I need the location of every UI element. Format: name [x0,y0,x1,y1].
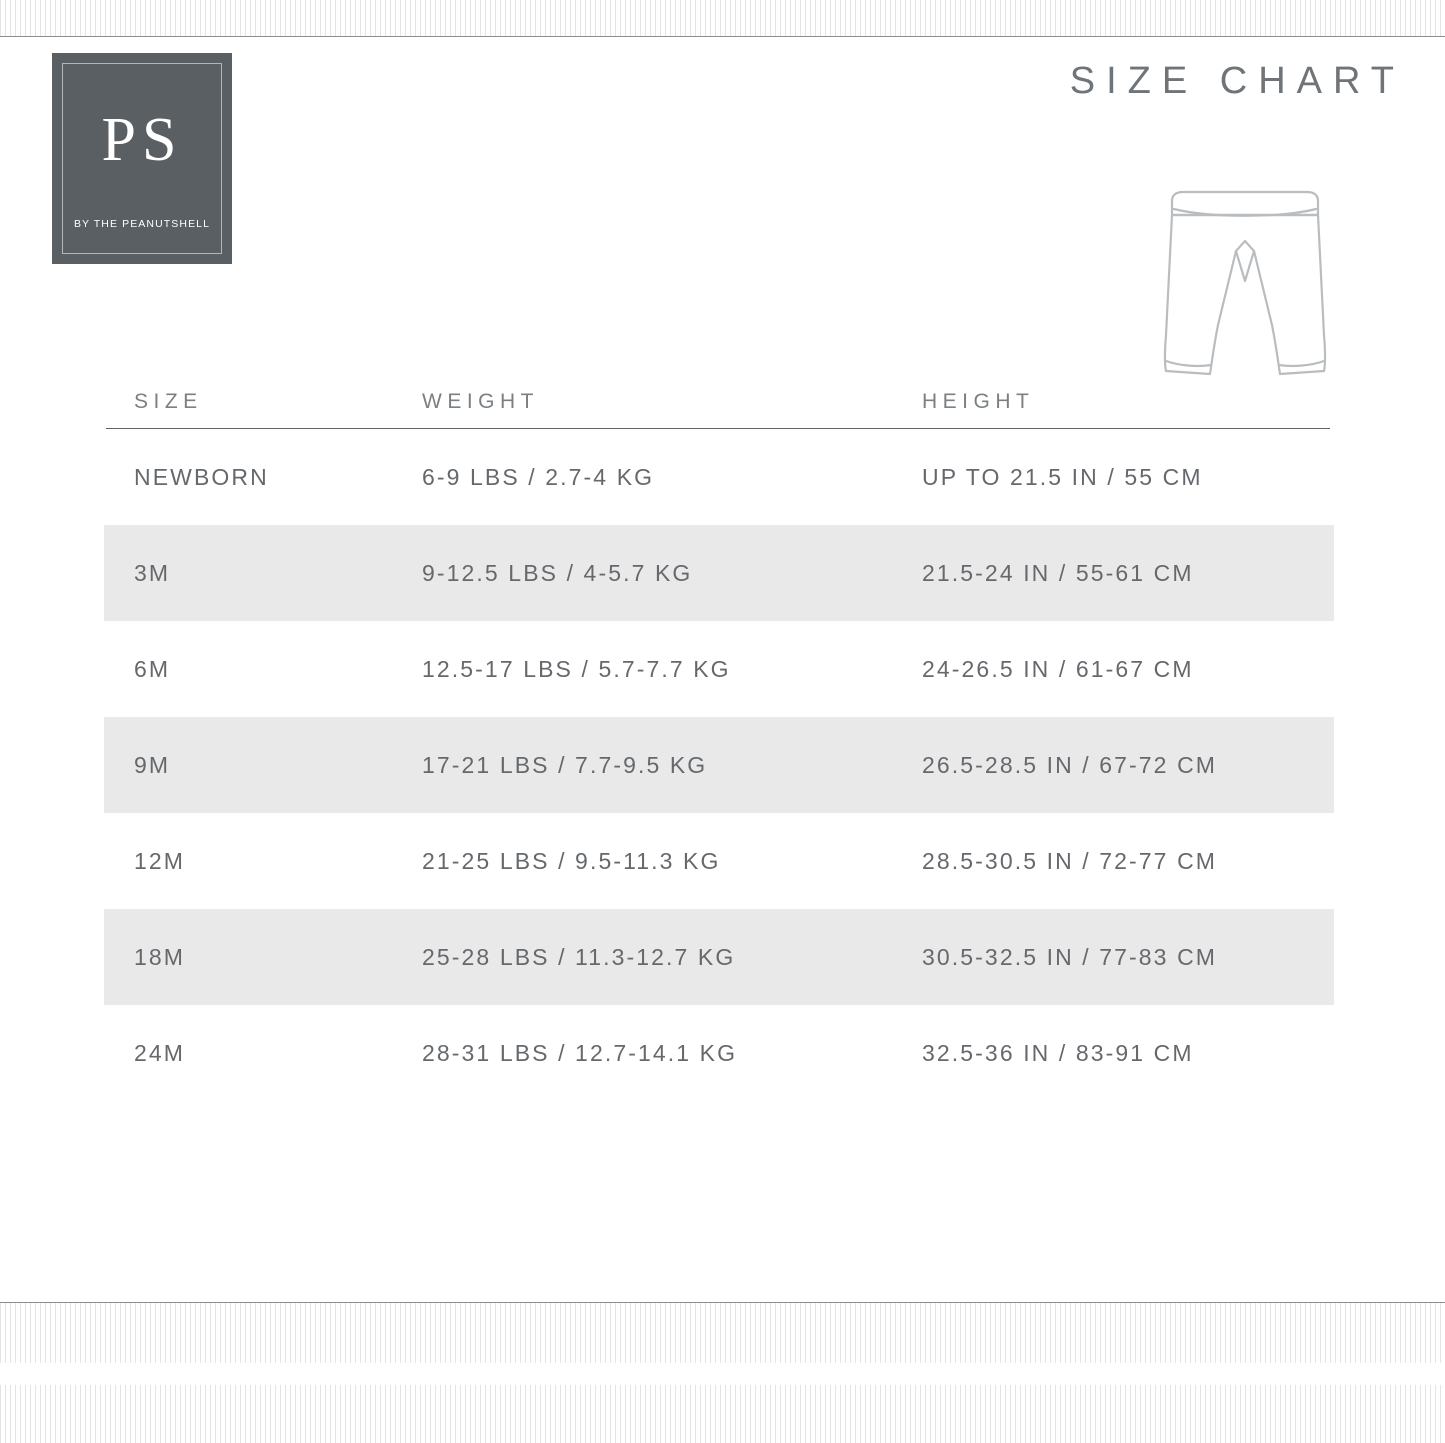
cell-weight: 28-31 LBS / 12.7-14.1 KG [422,1039,738,1066]
cell-height: 21.5-24 IN / 55-61 CM [922,559,1194,586]
cell-height: UP TO 21.5 IN / 55 CM [922,463,1203,490]
top-hatch-band [0,0,1445,36]
size-chart-table [104,352,1334,1101]
column-header-height: HEIGHT [922,390,1035,413]
table-row [104,429,1334,525]
logo-monogram: PS [101,106,183,174]
cell-weight: 12.5-17 LBS / 5.7-7.7 KG [422,655,731,682]
cell-weight: 21-25 LBS / 9.5-11.3 KG [422,847,721,874]
table-row [104,717,1334,813]
cell-weight: 17-21 LBS / 7.7-9.5 KG [422,751,708,778]
cell-size: 3M [134,559,171,586]
top-divider-line [0,36,1445,37]
bottom-hatch-gap [0,1363,1445,1385]
column-header-weight: WEIGHT [422,390,539,413]
table-row [104,621,1334,717]
cell-size: 12M [134,847,186,874]
cell-size: 9M [134,751,171,778]
brand-logo [52,53,232,264]
column-header-size: SIZE [134,390,203,413]
cell-weight: 6-9 LBS / 2.7-4 KG [422,463,655,490]
cell-size: 6M [134,655,171,682]
table-row [104,1005,1334,1101]
table-header-row [104,352,1334,414]
bottom-divider-line [0,1302,1445,1303]
cell-height: 28.5-30.5 IN / 72-77 CM [922,847,1218,874]
logo-tagline: BY THE PEANUTSHELL [73,218,211,230]
cell-height: 26.5-28.5 IN / 67-72 CM [922,751,1218,778]
cell-weight: 25-28 LBS / 11.3-12.7 KG [422,943,736,970]
cell-height: 30.5-32.5 IN / 77-83 CM [922,943,1218,970]
table-row [104,909,1334,1005]
cell-size: 18M [134,943,186,970]
cell-height: 24-26.5 IN / 61-67 CM [922,655,1194,682]
cell-height: 32.5-36 IN / 83-91 CM [922,1039,1194,1066]
cell-size: NEWBORN [134,463,269,490]
table-row [104,525,1334,621]
cell-weight: 9-12.5 LBS / 4-5.7 KG [422,559,693,586]
table-row [104,813,1334,909]
page-title: SIZE CHART [1069,60,1405,102]
table-body [104,429,1334,1101]
cell-size: 24M [134,1039,186,1066]
